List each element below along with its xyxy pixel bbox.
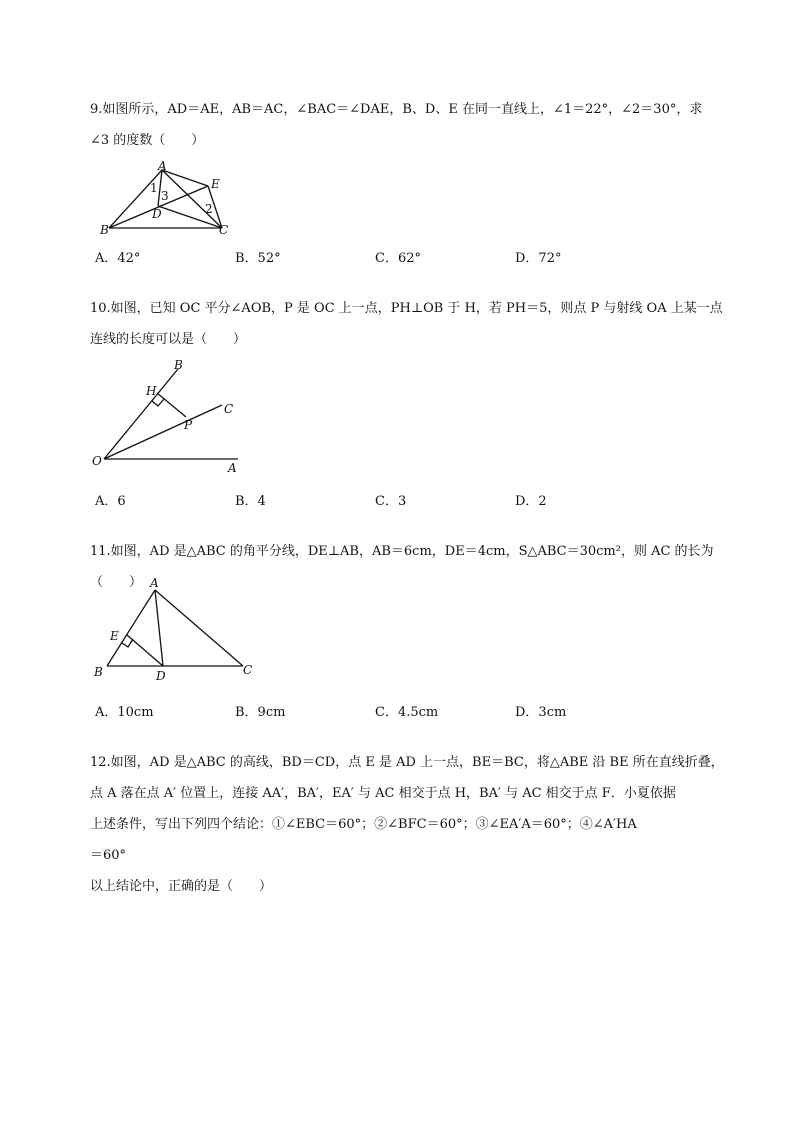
q10-stem-line2: 连线的长度可以是（ ） bbox=[90, 332, 247, 347]
q10-label-c: C bbox=[224, 402, 234, 416]
q11-side-ba bbox=[107, 590, 155, 666]
q11-figure bbox=[90, 574, 260, 684]
q10-label-o: O bbox=[92, 454, 102, 468]
q9-figure bbox=[94, 160, 244, 240]
q11-options bbox=[95, 701, 695, 720]
q11-label-d: D bbox=[156, 669, 166, 683]
q11-label-e: E bbox=[110, 629, 119, 643]
q11-option-b[interactable]: B．9cm bbox=[235, 705, 286, 720]
q11-label-a: A bbox=[150, 576, 159, 590]
q9-option-b[interactable]: B．52° bbox=[235, 251, 281, 266]
q12-stem-line2: 点 A 落在点 A′ 位置上，连接 AA′，BA′，EA′ 与 AC 相交于点 H，BA′ 与 AC 相交于点 F．小夏依据 bbox=[90, 786, 676, 801]
q9-option-a[interactable]: A．42° bbox=[95, 251, 141, 266]
q9-label-3: 3 bbox=[161, 189, 169, 203]
q9-option-d[interactable]: D．72° bbox=[515, 251, 562, 266]
q10-right-angle-mark bbox=[152, 399, 164, 406]
q10-ray-oc bbox=[104, 405, 222, 459]
q9-label-1: 1 bbox=[150, 181, 158, 195]
q10-figure bbox=[90, 355, 250, 475]
q11-label-b: B bbox=[94, 665, 103, 679]
q9-label-b: B bbox=[100, 223, 109, 237]
q9-label-2: 2 bbox=[205, 202, 213, 216]
q11-label-c: C bbox=[243, 663, 253, 677]
q9-label-e: E bbox=[211, 177, 220, 191]
q9-label-a: A bbox=[158, 160, 167, 173]
q10-option-b[interactable]: B．4 bbox=[235, 494, 266, 509]
q11-stem-line1: 11.如图，AD 是△ABC 的角平分线，DE⊥AB，AB＝6cm，DE＝4cm，S△ABC＝30cm²，则 AC 的长为（ ） bbox=[90, 544, 714, 590]
q10-label-a: A bbox=[228, 461, 237, 475]
q9-option-c[interactable]: C．62° bbox=[375, 251, 421, 266]
q11-bisector-ad bbox=[155, 590, 163, 666]
q12-stem-line3: 上述条件，写出下列四个结论：①∠EBC＝60°；②∠BFC＝60°；③∠EA′A＝60°；④∠A′HA bbox=[90, 817, 637, 832]
q11-side-ac bbox=[155, 590, 243, 666]
q9-stem-line1: 9.如图所示，AD＝AE，AB＝AC，∠BAC＝∠DAE，B、D、E 在同一直线上，∠1＝22°，∠2＝30°，求 bbox=[90, 102, 703, 117]
q12-stem-line1: 12.如图，AD 是△ABC 的高线，BD＝CD，点 E 是 AD 上一点，BE＝BC，将△ABE 沿 BE 所在直线折叠， bbox=[90, 755, 724, 770]
q9-label-d: D bbox=[152, 207, 162, 221]
q10-options bbox=[95, 490, 695, 509]
q9-label-c: C bbox=[219, 223, 229, 237]
q12-stem-line5: 以上结论中，正确的是（ ） bbox=[90, 879, 273, 894]
q12-stem-line4: ＝60° bbox=[90, 848, 127, 863]
q10-option-c[interactable]: C．3 bbox=[375, 494, 407, 509]
q11-option-a[interactable]: A．10cm bbox=[95, 705, 154, 720]
q10-label-h: H bbox=[146, 384, 157, 398]
q10-segment-hp bbox=[157, 393, 186, 417]
q9-line-ae bbox=[162, 170, 208, 186]
q10-label-p: P bbox=[184, 418, 193, 432]
q10-ray-ob bbox=[104, 369, 178, 459]
q10-option-a[interactable]: A．6 bbox=[95, 494, 126, 509]
question-9 bbox=[90, 94, 730, 156]
q10-stem-line1: 10.如图，已知 OC 平分∠AOB，P 是 OC 上一点，PH⊥OB 于 H，若 PH＝5，则点 P 与射线 OA 上某一点 bbox=[90, 301, 723, 316]
question-12 bbox=[90, 747, 730, 902]
q10-option-d[interactable]: D．2 bbox=[515, 494, 547, 509]
q11-option-c[interactable]: C．4.5cm bbox=[375, 705, 439, 720]
q11-option-d[interactable]: D．3cm bbox=[515, 705, 567, 720]
question-10 bbox=[90, 293, 730, 355]
q9-stem-line2: ∠3 的度数（ ） bbox=[90, 133, 205, 148]
q9-options bbox=[95, 247, 695, 266]
q10-label-b: B bbox=[174, 358, 183, 372]
